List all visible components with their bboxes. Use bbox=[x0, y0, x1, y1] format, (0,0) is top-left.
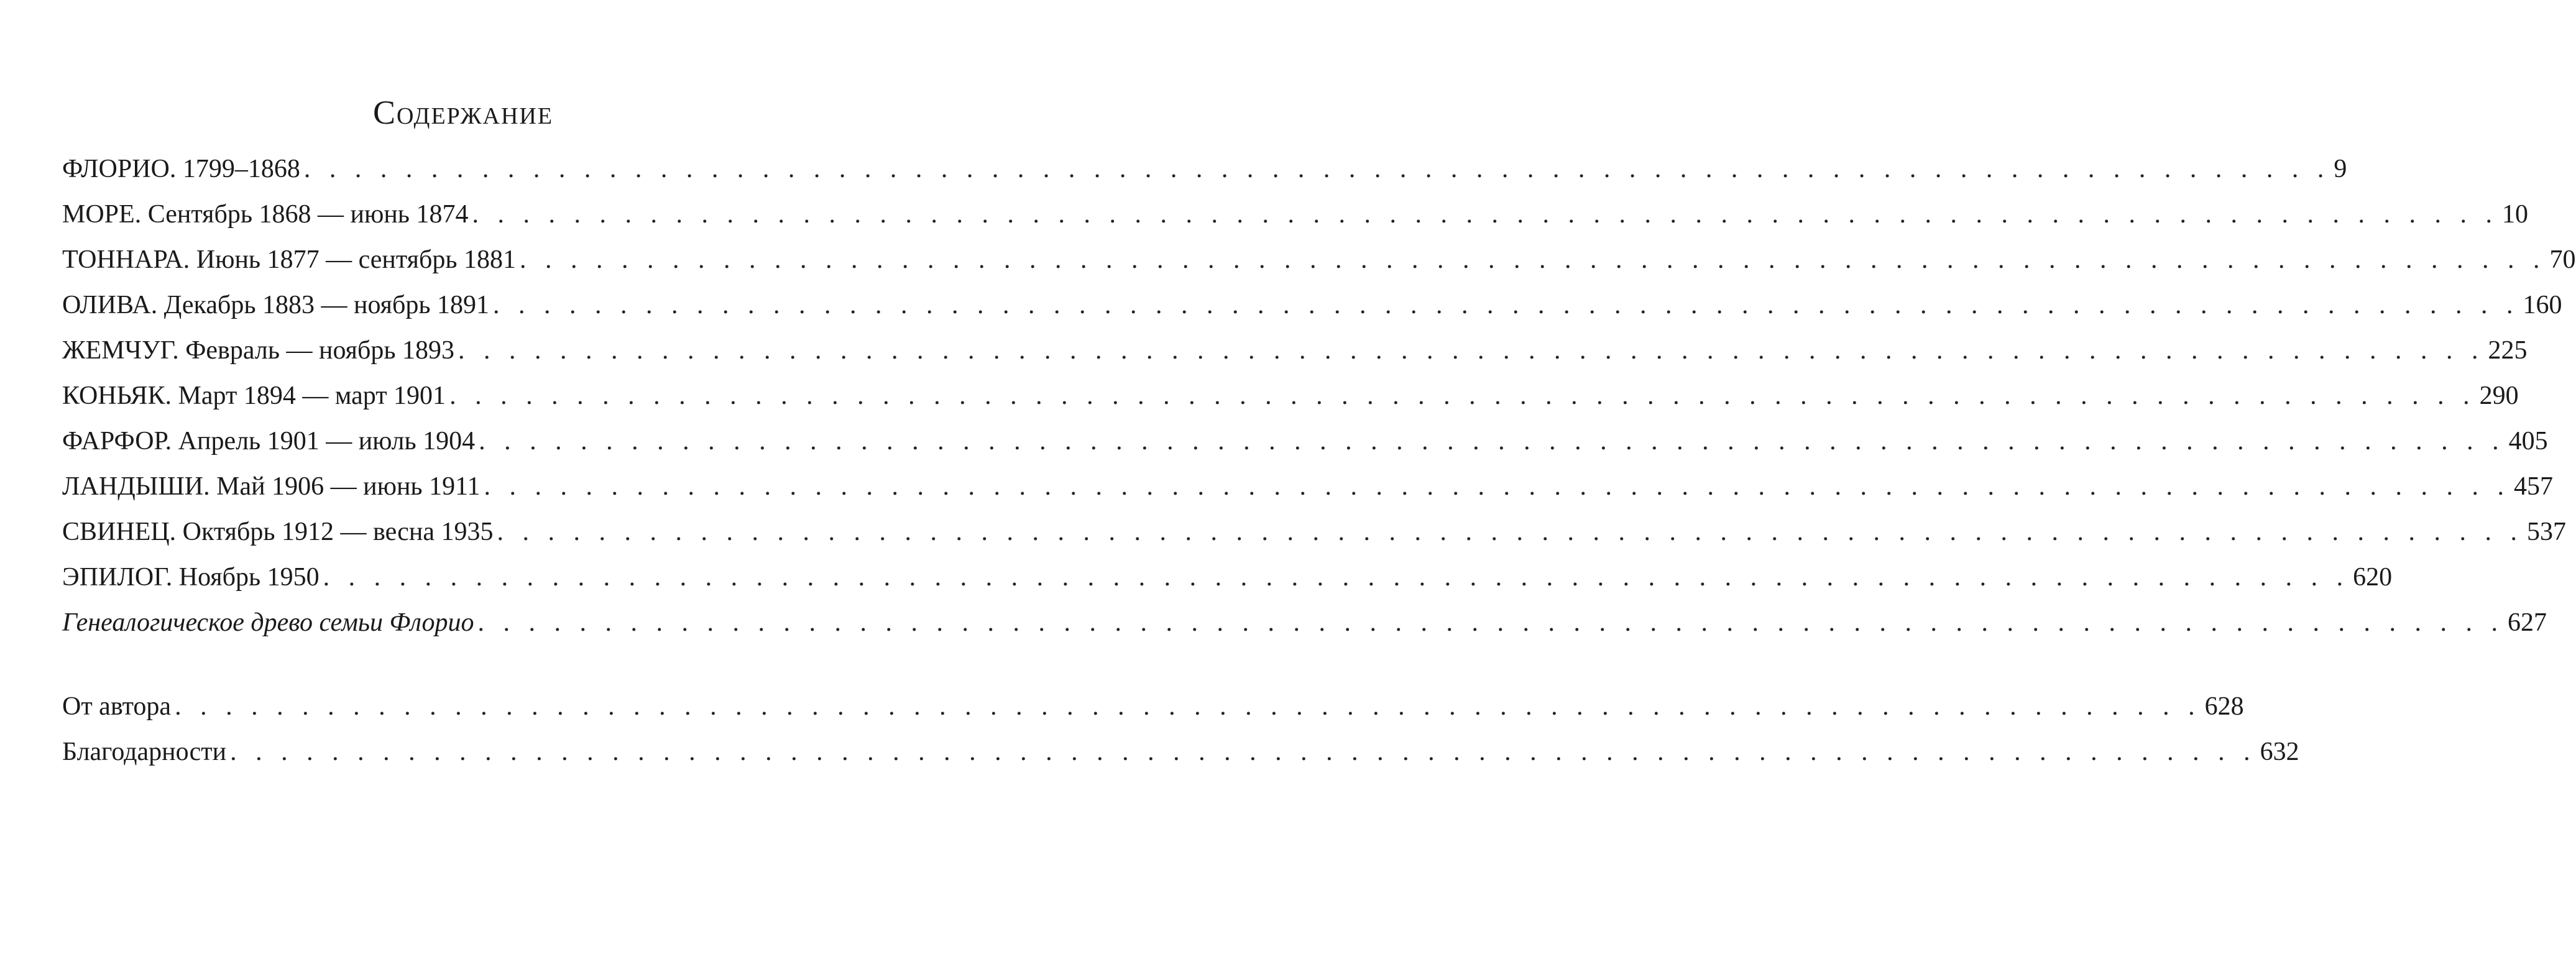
toc-entry-title: ЭПИЛОГ. Ноябрь 1950 bbox=[62, 563, 320, 592]
toc-entry-title: ФЛОРИО. 1799–1868 bbox=[62, 155, 300, 183]
toc-entry-title: ЛАНДЫШИ. Май 1906 — июнь 1911 bbox=[62, 472, 481, 501]
toc-entry bbox=[62, 245, 2576, 290]
toc-entry-title: Генеалогическое древо семьи Флорио bbox=[62, 608, 474, 637]
toc-entry-title: ОЛИВА. Декабрь 1883 — ноябрь 1891 bbox=[62, 291, 490, 319]
toc-entry bbox=[62, 517, 2567, 562]
dot-leader: . . . . . . . . . . . . . . . . . . . . . . . . . . . . . . . . . . . . . . . . . . . . . . . . . . . . . . . . . . . . . . . . . . . . . . . . . . . . . . . . bbox=[493, 291, 2519, 319]
toc-entry bbox=[62, 426, 2548, 472]
toc-entry-page: 70 bbox=[2549, 245, 2576, 274]
toc-entry-page: 225 bbox=[2488, 336, 2528, 365]
toc-entry bbox=[62, 199, 2528, 245]
dot-leader: . . . . . . . . . . . . . . . . . . . . . . . . . . . . . . . . . . . . . . . . . . . . . . . . . . . . . . . . . . . . . . . . . . . . . . . . . . . . . . . . bbox=[472, 200, 2498, 229]
toc-entry-page: 628 bbox=[2204, 692, 2244, 721]
dot-leader: . . . . . . . . . . . . . . . . . . . . . . . . . . . . . . . . . . . . . . . . . . . . . . . . . . . . . . . . . . . . . . . . . . . . . . . . . . . . . . . . bbox=[484, 472, 2511, 501]
dot-leader: . . . . . . . . . . . . . . . . . . . . . . . . . . . . . . . . . . . . . . . . . . . . . . . . . . . . . . . . . . . . . . . . . . . . . . . . . . . . . . . . bbox=[497, 518, 2524, 546]
back-matter-list bbox=[62, 692, 2299, 782]
dot-leader: . . . . . . . . . . . . . . . . . . . . . . . . . . . . . . . . . . . . . . . . . . . . . . . . . . . . . . . . . . . . . . . . . . . . . . . . . . . . . . . . bbox=[175, 692, 2201, 721]
toc-entry-page: 632 bbox=[2260, 738, 2299, 766]
toc-entry bbox=[62, 472, 2554, 517]
dot-leader: . . . . . . . . . . . . . . . . . . . . . . . . . . . . . . . . . . . . . . . . . . . . . . . . . . . . . . . . . . . . . . . . . . . . . . . . . . . . . . . . bbox=[477, 608, 2505, 637]
toc-entry-title: КОНЬЯК. Март 1894 — март 1901 bbox=[62, 382, 446, 410]
toc-entry-page: 405 bbox=[2508, 427, 2548, 455]
toc-entry-title: ЖЕМЧУГ. Февраль — ноябрь 1893 bbox=[62, 336, 455, 365]
toc-entry-page: 10 bbox=[2501, 200, 2528, 229]
toc-entry bbox=[62, 562, 2393, 608]
table-of-contents bbox=[62, 154, 2576, 653]
page-title: Содержание bbox=[372, 94, 554, 131]
toc-entry-page: 537 bbox=[2527, 518, 2567, 546]
toc-entry-title: ТОННАРА. Июнь 1877 — сентябрь 1881 bbox=[62, 245, 516, 274]
dot-leader: . . . . . . . . . . . . . . . . . . . . . . . . . . . . . . . . . . . . . . . . . . . . . . . . . . . . . . . . . . . . . . . . . . . . . . . . . . . . . . . . bbox=[230, 738, 2256, 766]
toc-entry-page: 9 bbox=[2334, 155, 2347, 183]
toc-entry bbox=[62, 290, 2562, 336]
toc-entry bbox=[62, 737, 2299, 782]
toc-entry-title: Благодарности bbox=[62, 738, 227, 766]
toc-entry-title: СВИНЕЦ. Октябрь 1912 — весна 1935 bbox=[62, 518, 494, 546]
toc-entry-page: 290 bbox=[2479, 382, 2519, 410]
toc-entry bbox=[62, 381, 2519, 426]
toc-entry bbox=[62, 692, 2244, 737]
toc-entry-page: 457 bbox=[2514, 472, 2554, 501]
dot-leader: . . . . . . . . . . . . . . . . . . . . . . . . . . . . . . . . . . . . . . . . . . . . . . . . . . . . . . . . . . . . . . . . . . . . . . . . . . . . . . . . bbox=[458, 336, 2485, 365]
toc-entry-title: МОРЕ. Сентябрь 1868 — июнь 1874 bbox=[62, 200, 469, 229]
toc-entry-page: 620 bbox=[2353, 563, 2393, 592]
toc-entry-title: ФАРФОР. Апрель 1901 — июль 1904 bbox=[62, 427, 476, 455]
toc-entry-genealogy bbox=[62, 608, 2547, 653]
dot-leader: . . . . . . . . . . . . . . . . . . . . . . . . . . . . . . . . . . . . . . . . . . . . . . . . . . . . . . . . . . . . . . . . . . . . . . . . . . . . . . . . bbox=[449, 382, 2476, 410]
toc-entry bbox=[62, 336, 2528, 381]
dot-leader: . . . . . . . . . . . . . . . . . . . . . . . . . . . . . . . . . . . . . . . . . . . . . . . . . . . . . . . . . . . . . . . . . . . . . . . . . . . . . . . . bbox=[323, 563, 2350, 592]
toc-entry bbox=[62, 154, 2347, 199]
dot-leader: . . . . . . . . . . . . . . . . . . . . . . . . . . . . . . . . . . . . . . . . . . . . . . . . . . . . . . . . . . . . . . . . . . . . . . . . . . . . . . . . bbox=[479, 427, 2505, 455]
dot-leader: . . . . . . . . . . . . . . . . . . . . . . . . . . . . . . . . . . . . . . . . . . . . . . . . . . . . . . . . . . . . . . . . . . . . . . . . . . . . . . . . bbox=[520, 245, 2546, 274]
dot-leader: . . . . . . . . . . . . . . . . . . . . . . . . . . . . . . . . . . . . . . . . . . . . . . . . . . . . . . . . . . . . . . . . . . . . . . . . . . . . . . . . bbox=[303, 155, 2330, 183]
toc-entry-title: От автора bbox=[62, 692, 172, 721]
toc-entry-page: 627 bbox=[2508, 608, 2547, 637]
toc-entry-page: 160 bbox=[2523, 291, 2562, 319]
